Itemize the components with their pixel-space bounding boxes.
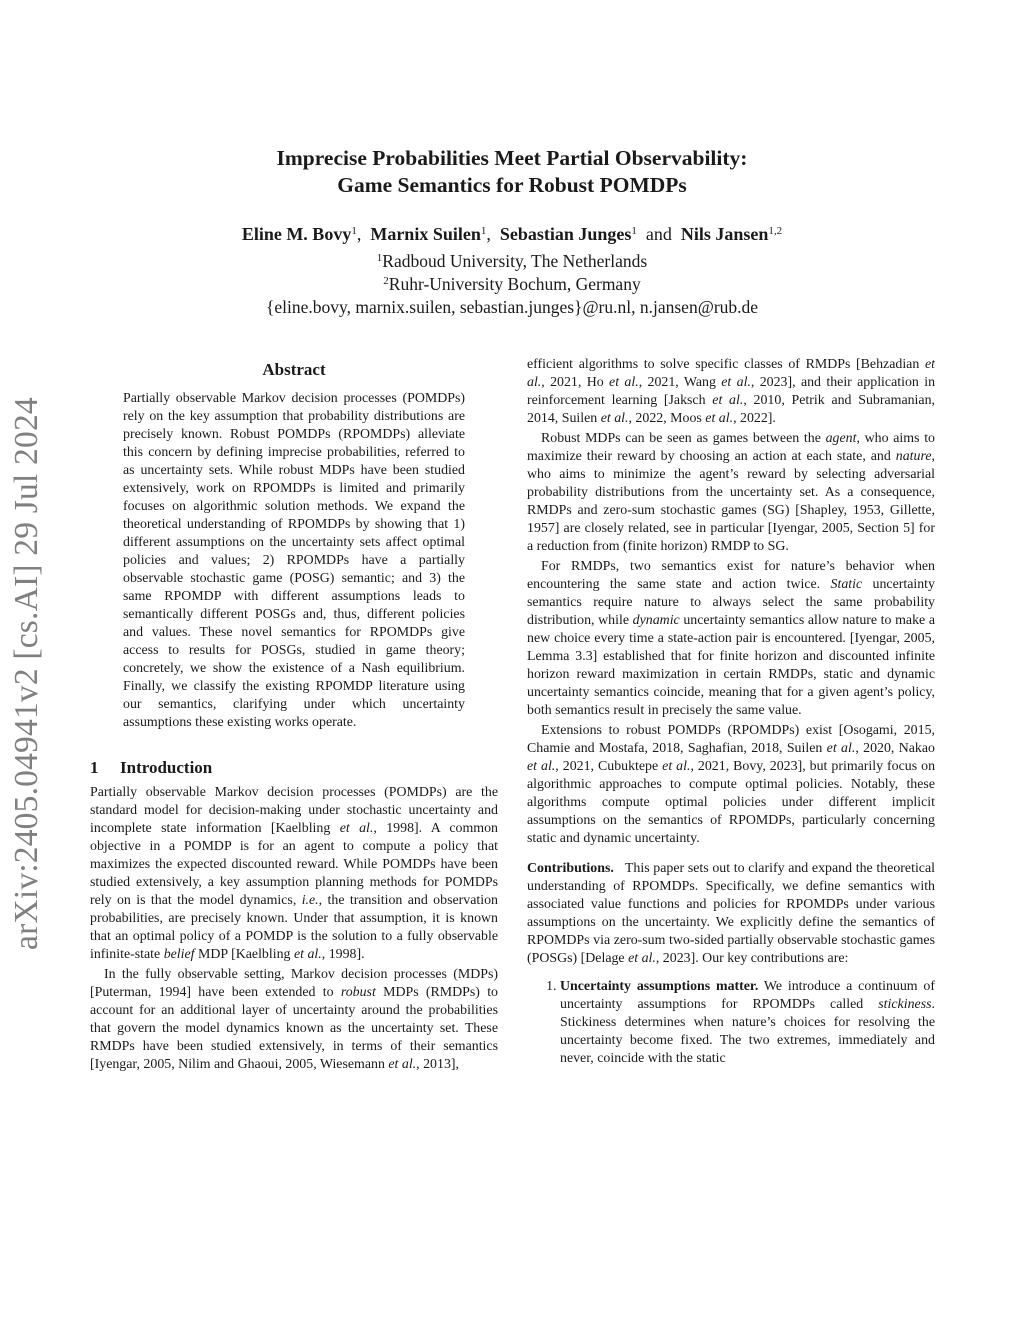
contributions-paragraph: Contributions. This paper sets out to clarify and expand the theoretical understanding of RPOMDPs. Specifically, we define semantics with associated value functions and policies for RPOMDPs under various assumptions on the uncertainty. We explicitly define the semantics of RPOMDPs via zero-sum two-sided partially observable stochastic games (POSGs) [Delage et al., 2023]. Our key contributions are: — [527, 861, 936, 966]
author-and: and — [645, 224, 672, 244]
affiliations — [0, 250, 1024, 319]
body-paragraph: Extensions to robust POMDPs (RPOMDPs) exist [Osogami, 2015, Chamie and Mostafa, 2018, Saghafian, 2018, Suilen et al., 2020, Nakao et al., 2021, Cubuktepe et al., 2021, Bovy, 2023], but primarily focus on algorithmic approaches to compute optimal policies. Notably, these algorithms compute optimal policies under different implicit assumptions on the semantics of RPOMDPs, particularly concerning static and dynamic uncertainty. — [527, 723, 936, 846]
author-affil-mark: 1 — [631, 225, 637, 237]
author-affil-mark: 1 — [351, 225, 357, 237]
abstract-text: Partially observable Markov decision processes (POMDPs) rely on the key assumption that probability distributions are precisely known. Robust POMDPs (RPOMDPs) alleviate this concern by defining imprecise probabilities, referred to as uncertainty sets. While robust MDPs have been studied extensively, work on RPOMDPs is limited and primarily focuses on algorithmic solution methods. We expand the theoretical understanding of RPOMDPs by showing that 1) different assumptions on the uncertainty sets affect optimal policies and values; 2) RPOMDPs have a partially observable stochastic game (POSG) semantic; and 3) the same RPOMDP with different assumptions leads to semantically different POSGs and, thus, different policies and values. These novel semantics for RPOMDPs give access to results for POSGs, studied in game theory; concretely, we show the existence of a Nash equilibrium. Finally, we classify the existing RPOMDP literature using our semantics, clarifying under which uncertainty assumptions these existing works operate. — [123, 391, 465, 730]
contribution-item: 1. Uncertainty assumptions matter. We introduce a continuum of uncertainty assumptions for RPOMDPs called stickiness. Stickiness determines when nature’s choices for resolving the uncertainty become fixed. The two extremes, immediately and never, coincide with the static — [560, 978, 935, 1068]
author-name: Eline M. Bovy — [241, 224, 352, 244]
section-number: 1 — [90, 758, 99, 777]
contributions-block — [527, 860, 935, 1068]
intro-paragraph-1: Partially observable Markov decision processes (POMDPs) are the standard model for decision-making under stochastic uncertainty and incomplete state information [Kaelbling et al., 1998]. A common objective in a POMDP is for an agent to compute a policy that maximizes the expected discounted reward. While POMDPs have been studied extensively, a key assumption planning methods for POMDPs rely on is that the model dynamics, i.e., the transition and observation probabilities, are precisely known. Under that assumption, it is known that an optimal policy of a POMDP is the solution to a fully observable infinite-state belief MDP [Kaelbling et al., 1998]. — [90, 785, 498, 962]
affiliation — [0, 250, 1024, 273]
intro-paragraph-2: In the fully observable setting, Markov decision processes (MDPs) [Puterman, 1994] have been extended to robust MDPs (RMDPs) to account for an additional layer of uncertainty around the probabilities that govern the model dynamics known as the uncertainty set. These RMDPs have been studied extensively, in terms of their semantics [Iyengar, 2005, Nilim and Ghaoui, 2005, Wiesemann et al., 2013], — [90, 967, 499, 1072]
author-separator: , — [356, 224, 362, 244]
title-line-2: Game Semantics for Robust POMDPs — [337, 173, 687, 197]
affil-mark: 2 — [383, 275, 389, 287]
author-name: Sebastian Junges — [499, 224, 632, 244]
body-paragraph: efficient algorithms to solve specific classes of RMDPs [Behzadian et al., 2021, Ho et al., 2021, Wang et al., 2023], and their application in reinforcement learning [Jaksch et al., 2010, Petrik and Subramanian, 2014, Suilen et al., 2022, Moos et al., 2022]. — [527, 357, 936, 426]
section-heading — [90, 758, 498, 778]
left-column — [90, 360, 498, 1074]
author-name: Marnix Suilen — [370, 224, 481, 244]
affil-text: Radboud University, The Netherlands — [382, 251, 648, 271]
affiliation — [0, 273, 1024, 296]
body-paragraph: Robust MDPs can be seen as games between the agent, who aims to maximize their reward by choosing an action at each state, and nature, who aims to minimize the agent’s reward by selecting adversarial probability distributions from the uncertainty set. As a consequence, RMDPs and zero-sum stochastic games (SG) [Shapley, 1953, Gillette, 1957] are closely related, see in particular [Iyengar, 2005, Section 5] for a reduction from (finite horizon) RMDP to SG. — [527, 431, 935, 554]
author-list — [0, 222, 1024, 246]
abstract-heading: Abstract — [262, 360, 326, 379]
body-paragraph: For RMDPs, two semantics exist for nature’s behavior when encountering the same state and action twice. Static uncertainty semantics require nature to always select the same probability distribution, while dynamic uncertainty semantics allow nature to make a new choice every time a state-action pair is encountered. [Iyengar, 2005, Lemma 3.3] established that for finite horizon and discounted infinite horizon reward maximization in certain RMDPs, static and dynamic uncertainty semantics coincide, meaning that for a given agent’s policy, both semantics result in precisely the same value. — [527, 559, 935, 718]
author-name: Nils Jansen — [680, 224, 769, 244]
arxiv-stamp: arXiv:2405.04941v2 [cs.AI] 29 Jul 2024 — [8, 397, 45, 950]
title-line-1: Imprecise Probabilities Meet Partial Observability: — [276, 146, 748, 170]
author-emails: {eline.bovy, marnix.suilen, sebastian.junges}@ru.nl, n.jansen@rub.de — [265, 297, 759, 317]
author-affil-mark: 1 — [480, 225, 487, 237]
contributions-heading: Contributions. — [527, 861, 614, 876]
section-title: Introduction — [120, 758, 213, 777]
affil-text: Ruhr-University Bochum, Germany — [388, 274, 641, 294]
author-affil-mark: 1,2 — [768, 225, 783, 237]
affil-mark: 1 — [376, 252, 383, 264]
author-separator: , — [486, 224, 491, 244]
right-column — [527, 356, 935, 1068]
paper-title — [0, 145, 1024, 199]
